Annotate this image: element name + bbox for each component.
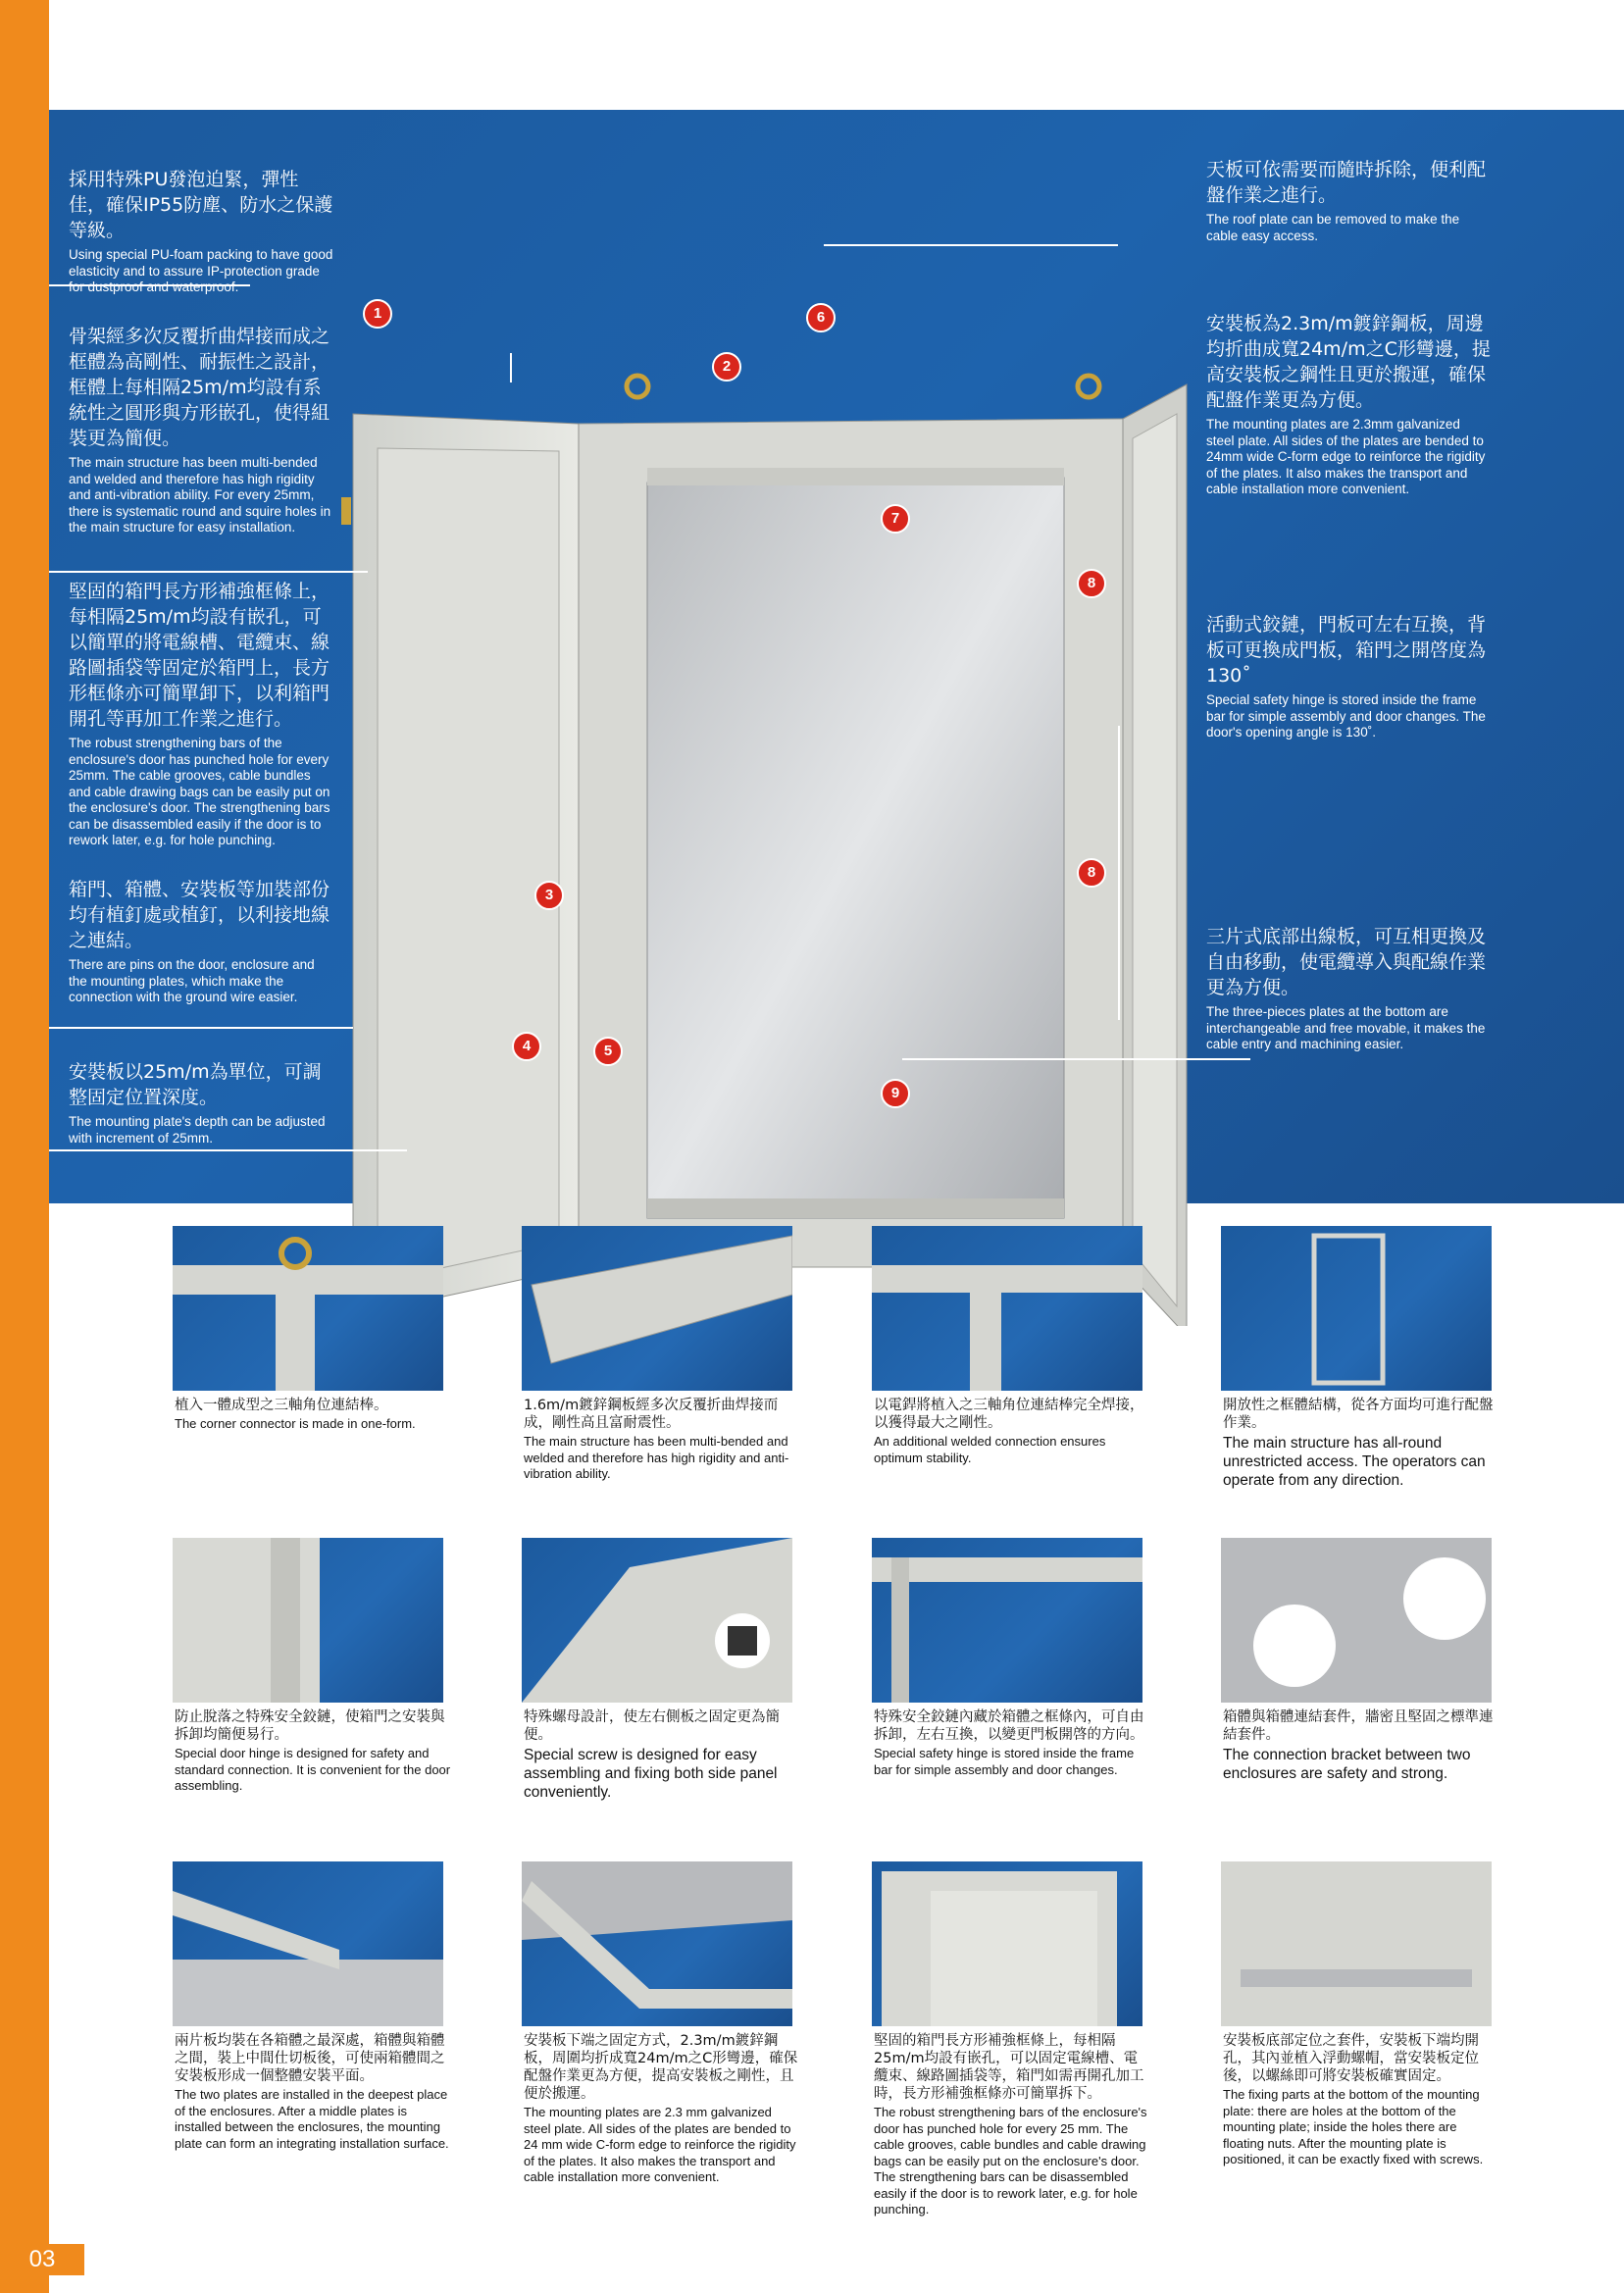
feature-photo-11 [872,1861,1142,2026]
callout-text-4 [69,877,335,1006]
feature-caption-7 [874,1708,1150,1778]
feature-2-en: The main structure has been multi-bended and welded and therefore has high rigidity and anti-vibration ability. [524,1434,789,1481]
callout-text-6 [1206,157,1491,244]
page-number: 03 [0,2244,84,2275]
feature-caption-12 [1223,2032,1499,2168]
feature-11-zh: 堅固的箱門長方形補強框條上，每相隔25m/m均設有嵌孔，可以固定電線槽、電纜束、線路圖插袋等，箱門如需再開孔加工時，長方形補強框條亦可簡單拆下。 [874,2033,1144,2102]
enclosure-illustration [333,277,1255,1326]
marker-2: 2 [712,352,741,382]
feature-caption-6 [524,1708,800,1802]
feature-caption-5 [175,1708,451,1795]
callout-9-zh: 三片式底部出線板，可互相更換及自由移動，使電纜導入與配線作業更為方便。 [1206,926,1487,998]
callout-text-8 [1206,612,1491,741]
feature-1-zh: 植入一體成型之三軸角位連結棒。 [175,1398,388,1413]
hero-panel [49,110,1624,1203]
feature-12-zh: 安裝板底部定位之套件，安裝板下端均開孔，其內並植入浮動螺帽，當安裝板定位後，以螺絲即可將安裝板確實固定。 [1223,2033,1479,2084]
feature-caption-8 [1223,1708,1499,1783]
callout-7-en: The mounting plates are 2.3mm galvanized steel plate. All sides of the plates are bended to 24mm wide C-form edge to reinforce the rigidity of the plates. It also makes the transport and cable installation more convenient. [1206,417,1486,496]
feature-photo-10 [522,1861,792,2026]
callout-6-zh: 天板可依需要而隨時拆除，便利配盤作業之進行。 [1206,159,1487,206]
callout-line-3 [49,571,368,573]
feature-caption-4 [1223,1397,1499,1490]
feature-5-zh: 防止脫落之特殊安全鉸鏈，使箱門之安裝與拆卸均簡便易行。 [175,1709,445,1743]
marker-6: 6 [806,303,836,332]
feature-caption-10 [524,2032,800,2186]
feature-9-zh: 兩片板均裝在各箱體之最深處，箱體與箱體之間，裝上中間仕切板後，可使兩箱體間之安裝板形成一個整體安裝平面。 [175,2033,445,2084]
feature-photo-2 [522,1226,792,1391]
callout-line-4 [49,1027,353,1029]
marker-3: 3 [534,881,564,910]
marker-1: 1 [363,299,392,329]
feature-9-en: The two plates are installed in the deepest place of the enclosures. After a middle plates is installed between the enclosures, the mounting plate can form an integrating installation surface. [175,2087,449,2151]
marker-8a: 8 [1077,569,1106,598]
feature-3-en: An additional welded connection ensures optimum stability. [874,1434,1106,1465]
feature-8-en: The connection bracket between two enclosures are safety and strong. [1223,1747,1471,1782]
feature-photo-6 [522,1538,792,1703]
callout-3-en: The robust strengthening bars of the enclosure's door has punched hole for every 25mm. The cable grooves, cable bundles and cable drawing bags can be easily put on the enclosure's door. The strengthening bars can be disassembled easily if the door is to rework later, e.g. for hole punching. [69,736,330,847]
feature-4-en: The main structure has all-round unrestricted access. The operators can operate from any direction. [1223,1435,1486,1489]
callout-text-9 [1206,924,1491,1053]
callout-2-en: The main structure has been multi-bended and welded and therefore has high rigidity and anti-vibration ability. For every 25mm, there is systematic round and squire holes in the main structure for easy installation. [69,455,331,535]
callout-2-zh: 骨架經多次反覆折曲焊接而成之框體為高剛性、耐振性之設計，框體上每相隔25m/m均設有系統性之圓形與方形嵌孔，使得組裝更為簡便。 [69,326,330,449]
feature-8-zh: 箱體與箱體連結套件，牆密且堅固之標準連結套件。 [1223,1709,1494,1743]
feature-photo-3 [872,1226,1142,1391]
feature-photo-8 [1221,1538,1492,1703]
feature-6-en: Special screw is designed for easy assembling and fixing both side panel conveniently. [524,1747,778,1801]
feature-photo-1 [173,1226,443,1391]
callout-1-zh: 採用特殊PU發泡迫緊，彈性佳，確保IP55防塵、防水之保護等級。 [69,169,333,241]
feature-photo-4 [1221,1226,1492,1391]
callout-text-1 [69,167,335,296]
feature-11-en: The robust strengthening bars of the enclosure's door has punched hole for every 25 mm. The cable grooves, cable bundles and cable drawing bags can be easily put on the enclosure's door. The strengthening bars can be disassembled easily if the door is to rework later, e.g. for hole punching. [874,2105,1147,2217]
marker-9: 9 [881,1079,910,1108]
feature-1-en: The corner connector is made in one-form. [175,1416,416,1431]
feature-6-zh: 特殊螺母設計，使左右側板之固定更為簡便。 [524,1709,780,1743]
feature-3-zh: 以電銲將植入之三軸角位連結棒完全焊接，以獲得最大之剛性。 [874,1398,1144,1431]
callout-9-en: The three-pieces plates at the bottom are interchangeable and free movable, it makes the cable entry and machining easier. [1206,1004,1486,1051]
orange-side-bar [0,0,49,2293]
feature-5-en: Special door hinge is designed for safety and standard connection. It is convenient for the door assembling. [175,1746,451,1793]
feature-photo-7 [872,1538,1142,1703]
marker-7: 7 [881,504,910,534]
callout-4-zh: 箱門、箱體、安裝板等加裝部份均有植釘處或植釘，以利接地線之連結。 [69,879,330,951]
callout-line-2 [510,353,512,382]
callout-5-zh: 安裝板以25m/m為單位，可調整固定位置深度。 [69,1061,322,1108]
feature-2-zh: 1.6m/m鍍鋅鋼板經多次反覆折曲焊接而成，剛性高且富耐震性。 [524,1398,779,1431]
callout-7-zh: 安裝板為2.3m/m鍍鋅鋼板，周邊均折曲成寬24m/m之C形彎邊，提高安裝板之鋼性且更於搬運，確保配盤作業更為方便。 [1206,313,1491,411]
callout-line-8 [1118,726,1120,1020]
callout-text-2 [69,324,335,536]
feature-photo-12 [1221,1861,1492,2026]
feature-photo-5 [173,1538,443,1703]
feature-4-zh: 開放性之框體結構，從各方面均可進行配盤作業。 [1223,1398,1494,1431]
feature-10-zh: 安裝板下端之固定方式，2.3m/m鍍鋅鋼板，周圍均折成寬24m/m之C形彎邊，確保配盤作業更為方便，提高安裝板之剛性，且便於搬運。 [524,2033,798,2102]
callout-8-en: Special safety hinge is stored inside the frame bar for simple assembly and door changes. The door's opening angle is 130˚. [1206,692,1486,739]
feature-caption-2 [524,1397,800,1483]
callout-text-7 [1206,311,1491,498]
feature-caption-3 [874,1397,1150,1466]
feature-caption-1 [175,1397,451,1433]
callout-4-en: There are pins on the door, enclosure and the mounting plates, which make the connection with the ground wire easier. [69,957,315,1004]
callout-1-en: Using special PU-foam packing to have good elasticity and to assure IP-protection grade for dustproof and waterproof. [69,247,333,294]
callout-3-zh: 堅固的箱門長方形補強框條上，每相隔25m/m均設有嵌孔，可以簡單的將電線槽、電纜束、線路圖插袋等固定於箱門上，長方形框條亦可簡單卸下，以利箱門開孔等再加工作業之進行。 [69,581,330,730]
marker-8b: 8 [1077,858,1106,888]
feature-7-zh: 特殊安全鉸鏈內藏於箱體之框條內，可自由拆卸，左右互換，以變更門板開啓的方向。 [874,1709,1144,1743]
feature-caption-11 [874,2032,1150,2218]
callout-line-9 [902,1058,1250,1060]
marker-5: 5 [593,1037,623,1066]
feature-caption-9 [175,2032,451,2152]
feature-10-en: The mounting plates are 2.3 mm galvanized steel plate. All sides of the plates are bended to 24 mm wide C-form edge to reinforce the rigidity of the plates. It also makes the transport and cable installation more convenient. [524,2105,796,2184]
feature-7-en: Special safety hinge is stored inside the frame bar for simple assembly and door changes. [874,1746,1135,1777]
callout-6-en: The roof plate can be removed to make the cable easy access. [1206,212,1460,243]
callout-5-en: The mounting plate's depth can be adjusted with increment of 25mm. [69,1114,326,1146]
callout-8-zh: 活動式鉸鏈，門板可左右互換，背板可更換成門板，箱門之開啓度為130˚ [1206,614,1487,687]
callout-text-5 [69,1059,335,1146]
callout-line-5 [49,1149,407,1151]
marker-4: 4 [512,1032,541,1061]
callout-text-3 [69,579,335,849]
feature-photo-9 [173,1861,443,2026]
callout-line-6 [824,244,1118,246]
feature-12-en: The fixing parts at the bottom of the mounting plate: there are holes at the bottom of the mounting plate; inside the holes there are floating nuts. After the mounting plate is positioned, it can be exactly fixed with screws. [1223,2087,1484,2166]
